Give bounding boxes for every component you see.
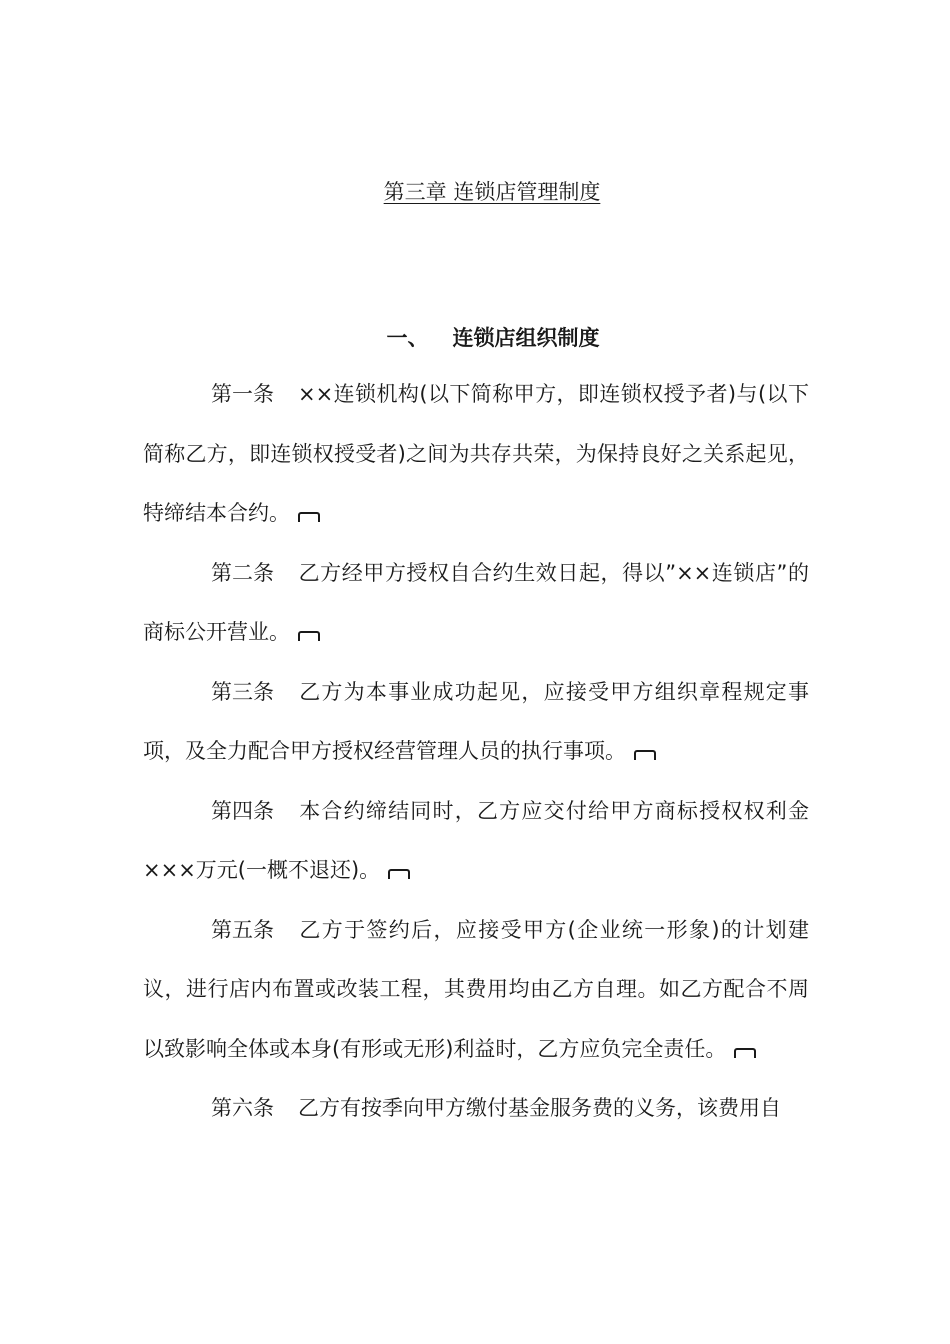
article-number: 第五条 xyxy=(211,917,274,942)
article-text: 本合约缔结同时，乙方应交付给甲方商标授权权利金×××万元(一概不退还)。 xyxy=(143,798,809,882)
section-heading xyxy=(0,322,950,352)
paragraph-mark-icon xyxy=(734,1048,756,1058)
article-text: 乙方经甲方授权自合约生效日起，得以”××连锁店”的商标公开营业。 xyxy=(143,560,809,644)
article-number: 第二条 xyxy=(211,560,274,585)
article-text: 乙方有按季向甲方缴付基金服务费的义务，该费用自 xyxy=(298,1096,781,1120)
article-number: 第六条 xyxy=(211,1096,274,1120)
article-1 xyxy=(143,365,809,544)
document-body xyxy=(143,365,809,1139)
section-title: 连锁店组织制度 xyxy=(452,326,600,350)
article-2 xyxy=(143,544,809,663)
article-3 xyxy=(143,663,809,782)
section-number: 一、 xyxy=(386,326,429,350)
article-number: 第一条 xyxy=(211,382,274,406)
paragraph-mark-icon xyxy=(298,631,320,641)
chapter-title: 第三章 连锁店管理制度 xyxy=(383,180,601,204)
article-number: 第三条 xyxy=(211,679,274,704)
paragraph-mark-icon xyxy=(388,869,410,879)
article-number: 第四条 xyxy=(211,798,274,823)
article-4 xyxy=(143,782,809,901)
article-text: 乙方于签约后，应接受甲方(企业统一形象)的计划建议，进行店内布置或改装工程，其费用均由乙方自理。如乙方配合不周以致影响全体或本身(有形或无形)利益时，乙方应负完全责任。 xyxy=(143,917,809,1061)
article-text: 乙方为本事业成功起见，应接受甲方组织章程规定事项，及全力配合甲方授权经营管理人员的执行事项。 xyxy=(143,679,809,763)
article-5 xyxy=(143,901,809,1080)
article-text: ××连锁机构(以下简称甲方，即连锁权授予者)与(以下简称乙方，即连锁权授受者)之间为共存共荣，为保持良好之关系起见，特缔结本合约。 xyxy=(143,382,809,525)
paragraph-mark-icon xyxy=(634,750,656,760)
paragraph-mark-icon xyxy=(298,512,320,522)
article-6 xyxy=(143,1079,809,1139)
